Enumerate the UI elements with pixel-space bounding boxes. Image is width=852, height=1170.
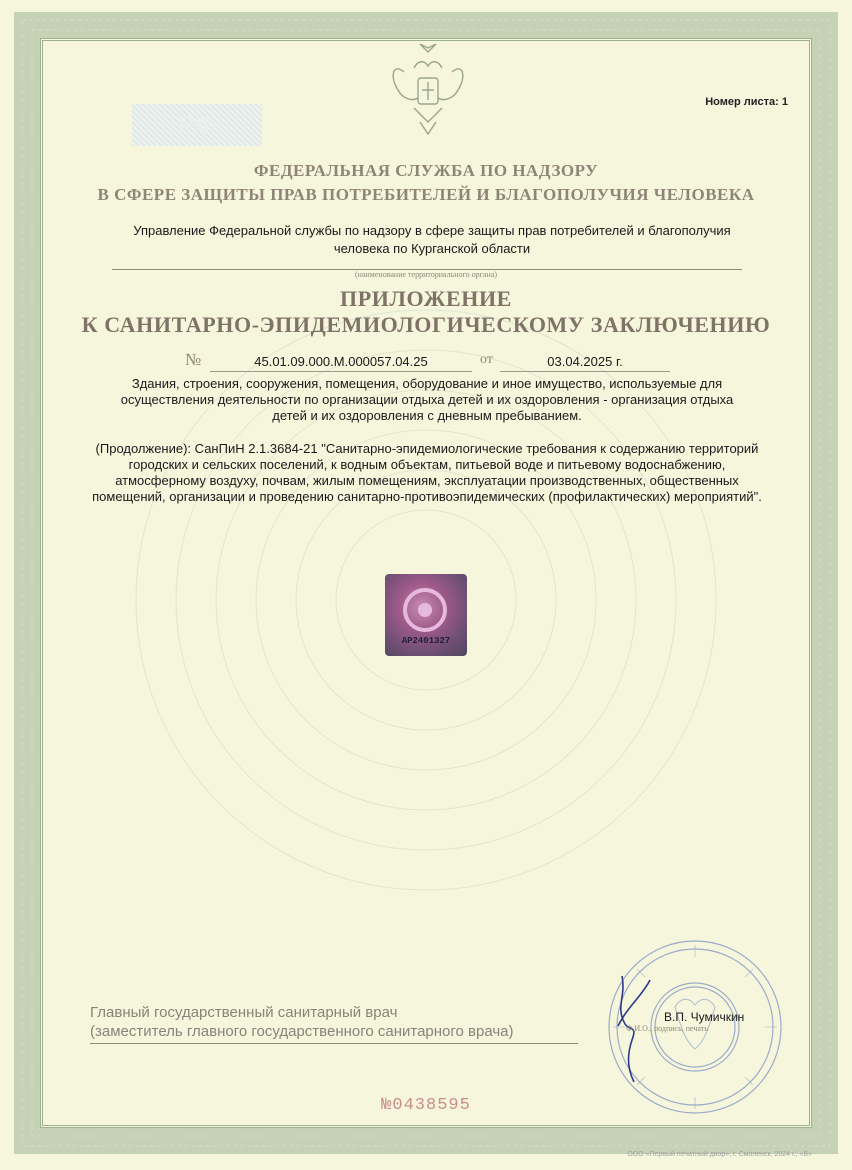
signature-caption: Ф.И.О., подпись, печать <box>626 1024 708 1033</box>
document-title-line2: К САНИТАРНО-ЭПИДЕМИОЛОГИЧЕСКОМУ ЗАКЛЮЧЕНИЮ <box>81 312 771 337</box>
serial-number: №0438595 <box>381 1096 471 1115</box>
subject-line3: детей и их оздоровления с дневным пребыванием. <box>272 408 582 423</box>
continuation-line3: атмосферному воздуху, почвам, жилым помещениям, эксплуатации производственных, общественных <box>115 473 739 488</box>
latent-image-area <box>132 104 262 146</box>
authority-line1: Управление Федеральной службы по надзору в сфере защиты прав потребителей и благополучия <box>133 223 731 238</box>
doctor-underline <box>90 1043 578 1044</box>
doctor-title-line2: (заместитель главного государственного санитарного врача) <box>90 1023 514 1040</box>
continuation-paragraph <box>66 441 788 505</box>
authority-caption: (наименование территориального органа) <box>355 270 497 279</box>
latent-text: РФ <box>177 110 217 140</box>
agency-name-line2: В СФЕРЕ ЗАЩИТЫ ПРАВ ПОТРЕБИТЕЛЕЙ И БЛАГОПОЛУЧИЯ ЧЕЛОВЕКА <box>97 185 755 204</box>
doctor-title-line1: Главный государственный санитарный врач <box>90 1004 398 1021</box>
document-title-line1: ПРИЛОЖЕНИЕ <box>340 286 512 311</box>
continuation-line4: помещений, организации и проведению санитарно-противоэпидемических (профилактических) мероприятий". <box>92 489 762 504</box>
sheet-number: Номер листа: 1 <box>705 96 788 108</box>
subject-line2: осуществления деятельности по организации отдыха детей и их оздоровления - организация отдыха <box>120 392 734 407</box>
signer-name: В.П. Чумичкин <box>664 1010 745 1024</box>
conclusion-number-row <box>0 350 852 372</box>
number-sign: № <box>185 350 202 369</box>
authority-line2: человека по Курганской области <box>333 241 531 256</box>
hologram-sticker <box>385 574 467 656</box>
conclusion-number: 45.01.09.000.М.000057.04.25 <box>210 354 472 372</box>
agency-name-line1: ФЕДЕРАЛЬНАЯ СЛУЖБА ПО НАДЗОРУ <box>253 161 599 180</box>
hologram-center-icon <box>418 603 432 617</box>
double-headed-eagle-emblem-icon <box>384 38 472 138</box>
continuation-line1: (Продолжение): СанПиН 2.1.3684-21 "Санитарно-эпидемиологические требования к содержанию территорий <box>95 441 759 456</box>
subject-paragraph <box>82 376 772 424</box>
printer-note: ООО «Первый печатный двор», г. Смоленск, 2024 г., «В» <box>627 1151 812 1158</box>
territorial-authority <box>92 222 772 258</box>
subject-line1: Здания, строения, сооружения, помещения, оборудование и иное имущество, используемые для <box>131 376 723 391</box>
continuation-line2: городских и сельских поселений, к водным объектам, питьевой воде и питьевому водоснабжению, <box>128 457 726 472</box>
conclusion-date: 03.04.2025 г. <box>500 354 670 372</box>
hologram-code: AP2401327 <box>401 636 451 646</box>
from-label: от <box>480 352 493 367</box>
